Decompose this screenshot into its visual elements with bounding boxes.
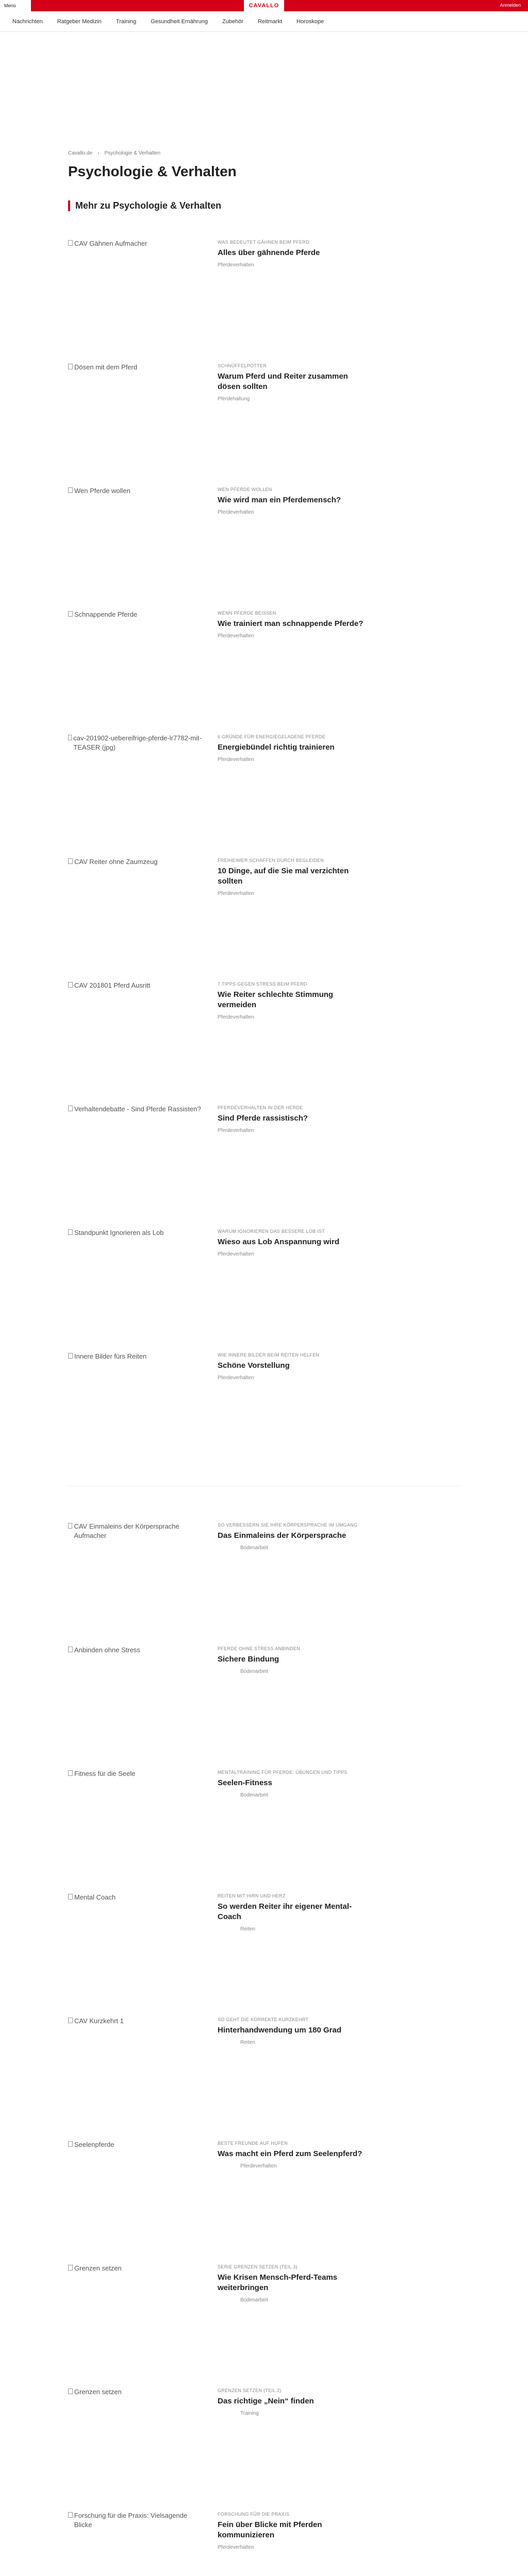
- article-kicker: WIE INNERE BILDER BEIM REITEN HELFEN: [218, 1352, 320, 1358]
- article-image[interactable]: [68, 1352, 202, 1434]
- article-headline[interactable]: Wie Reiter schlechte Stimmung vermeiden: [218, 990, 334, 1009]
- article-kicker: FREIHEIMER SCHAFFEN DURCH BEGLEIDEN: [218, 858, 324, 863]
- article-headline[interactable]: Wie wird man ein Pferdemensch?: [218, 495, 341, 504]
- article-body: [218, 239, 372, 363]
- image-alt-text: CAV Gähnen Aufmacher: [74, 240, 147, 247]
- broken-image-icon: [68, 735, 72, 740]
- article-teaser[interactable]: [68, 610, 460, 734]
- article-teaser[interactable]: [68, 981, 460, 1105]
- nav-item[interactable]: Reitmarkt: [257, 18, 282, 25]
- broken-image-icon: [68, 1353, 73, 1359]
- article-category[interactable]: Pferdeverhalten: [218, 1251, 254, 1257]
- article-image[interactable]: [68, 363, 202, 445]
- article-teaser[interactable]: [68, 2264, 460, 2387]
- article-headline[interactable]: Wie Krisen Mensch-Pferd-Teams weiterbringen: [218, 2273, 338, 2292]
- article-body: [218, 1352, 372, 1476]
- article-image[interactable]: [68, 239, 202, 321]
- article-body: [218, 610, 372, 734]
- article-body: [218, 2511, 372, 2576]
- article-kicker: WARUM IGNORIEREN DAS BESSERE LOB IST: [218, 1229, 325, 1234]
- article-headline[interactable]: Energiebündel richtig trainieren: [218, 742, 335, 752]
- article-kicker: MENTALTRAINING FÜR PFERDE: ÜBUNGEN UND TIPPS: [218, 1770, 348, 1775]
- article-headline[interactable]: So werden Reiter ihr eigener Mental-Coach: [218, 1902, 352, 1921]
- broken-image-icon: [68, 364, 73, 369]
- article-category[interactable]: Reiten: [240, 2039, 255, 2045]
- article-kicker: WEN PFERDE WOLLEN: [218, 487, 272, 492]
- article-body: [218, 734, 372, 857]
- broken-image-icon: [68, 2265, 73, 2270]
- article-headline[interactable]: Wie trainiert man schnappende Pferde?: [218, 619, 364, 628]
- broken-image-icon: [68, 2141, 73, 2147]
- breadcrumb-home[interactable]: Cavallo.de: [68, 150, 93, 156]
- article-teaser[interactable]: [68, 734, 460, 857]
- main-content: [68, 32, 460, 2576]
- article-kicker: SCHNÜFFELPOTTER: [218, 363, 267, 368]
- article-teaser[interactable]: [68, 486, 460, 610]
- article-headline[interactable]: Schöne Vorstellung: [218, 1361, 290, 1370]
- main-navigation: [0, 11, 528, 32]
- article-category[interactable]: Pferdeverhalten: [218, 1014, 254, 1021]
- article-body: [218, 2387, 372, 2511]
- article-category[interactable]: Reiten: [240, 1926, 255, 1933]
- article-teaser[interactable]: [68, 363, 460, 486]
- nav-item[interactable]: Training: [116, 18, 137, 25]
- article-body: [218, 1893, 372, 2016]
- article-category[interactable]: Bodenarbeit: [240, 2297, 268, 2303]
- article-headline[interactable]: Wieso aus Lob Anspannung wird: [218, 1237, 339, 1246]
- article-image[interactable]: [68, 1228, 202, 1311]
- menu-label: Menü: [4, 3, 16, 8]
- article-headline[interactable]: Alles über gähnende Pferde: [218, 248, 320, 257]
- article-image[interactable]: [68, 486, 202, 569]
- nav-item[interactable]: Gesundheit Ernährung: [151, 18, 208, 25]
- image-alt-text: Innere Bilder fürs Reiten: [74, 1352, 147, 1360]
- article-image[interactable]: [68, 1105, 202, 1187]
- article-kicker: FORSCHUNG FÜR DIE PRAXIS: [218, 2512, 290, 2517]
- article-category[interactable]: Pferdeverhalten: [218, 509, 254, 515]
- broken-image-icon: [68, 2512, 73, 2518]
- article-image[interactable]: [68, 2140, 202, 2223]
- article-teaser[interactable]: [68, 857, 460, 981]
- article-teaser[interactable]: [68, 239, 460, 363]
- article-body: [218, 2016, 372, 2140]
- article-image[interactable]: [68, 2264, 202, 2346]
- image-alt-text: CAV Kurzkehrt 1: [74, 2017, 124, 2025]
- broken-image-icon: [68, 611, 73, 617]
- article-body: [218, 1105, 372, 1228]
- breadcrumb: [68, 150, 460, 156]
- article-category[interactable]: Bodenarbeit: [240, 1792, 268, 1798]
- article-category[interactable]: Pferdeverhalten: [218, 1375, 254, 1381]
- page-title: Psychologie & Verhalten: [68, 163, 237, 179]
- article-headline[interactable]: Sichere Bindung: [218, 1654, 279, 1664]
- image-alt-text: Verhaltendebatte - Sind Pferde Rassisten?: [74, 1105, 201, 1113]
- article-image[interactable]: [68, 2387, 202, 2470]
- article-category[interactable]: Pferdeverhalten: [218, 756, 254, 762]
- article-category[interactable]: Pferdeverhalten: [218, 633, 254, 639]
- article-body: [218, 981, 372, 1105]
- article-list: [68, 239, 460, 2576]
- broken-image-icon: [68, 1647, 73, 1652]
- article-teaser[interactable]: [68, 1228, 460, 1352]
- article-teaser[interactable]: [68, 1352, 460, 1476]
- section-divider: [68, 1486, 460, 1522]
- broken-image-icon: [68, 858, 73, 864]
- login-link[interactable]: Anmelden: [500, 3, 521, 8]
- article-teaser[interactable]: [68, 2016, 460, 2140]
- article-headline[interactable]: Was macht ein Pferd zum Seelenpferd?: [218, 2149, 362, 2158]
- article-teaser[interactable]: [68, 2511, 460, 2576]
- article-body: [218, 1646, 372, 1769]
- article-category[interactable]: Pferdeverhalten: [240, 2163, 277, 2169]
- image-alt-text: Grenzen setzen: [74, 2388, 122, 2396]
- article-image[interactable]: [68, 734, 202, 816]
- article-category[interactable]: Bodenarbeit: [240, 1668, 268, 1674]
- article-image[interactable]: [68, 2016, 202, 2099]
- article-kicker: PFERDE OHNE STRESS ANBINDEN: [218, 1646, 301, 1651]
- image-alt-text: Seelenpferde: [74, 2141, 114, 2148]
- article-image[interactable]: [68, 1522, 202, 1604]
- nav-item[interactable]: Horoskope: [296, 18, 324, 25]
- article-headline[interactable]: Das Einmaleins der Körpersprache: [218, 1531, 346, 1540]
- article-headline[interactable]: Warum Pferd und Reiter zusammen dösen sollten: [218, 371, 348, 391]
- nav-item[interactable]: Ratgeber Medizin: [57, 18, 102, 25]
- broken-image-icon: [68, 1229, 73, 1235]
- article-kicker: SO VERBESSERN SIE IHRE KÖRPERSPRACHE IM UMGANG: [218, 1522, 358, 1528]
- article-body: [218, 1228, 372, 1352]
- site-logo[interactable]: CAVALLO: [244, 0, 285, 11]
- article-category[interactable]: Pferdeverhalten: [218, 262, 254, 268]
- article-teaser[interactable]: [68, 1105, 460, 1228]
- broken-image-icon: [68, 1106, 73, 1111]
- article-category[interactable]: Training: [240, 2410, 259, 2416]
- image-alt-text: CAV Einmaleins der Körpersprache Aufmacher: [74, 1522, 179, 1539]
- image-alt-text: Standpunkt Ignorieren als Lob: [74, 1229, 164, 1236]
- article-category[interactable]: Pferdeverhalten: [218, 2545, 254, 2551]
- article-kicker: GRENZEN SETZEN (TEIL 2): [218, 2388, 282, 2393]
- article-headline[interactable]: Das richtige „Nein“ finden: [218, 2396, 314, 2405]
- breadcrumb-current: Psychologie & Verhalten: [104, 150, 161, 156]
- menu-button[interactable]: [0, 0, 31, 11]
- article-kicker: WAS BEDEUTET GÄHNEN BEIM PFERD: [218, 240, 310, 245]
- image-alt-text: CAV 201801 Pferd Ausritt: [74, 981, 151, 989]
- image-alt-text: cav-201902-uebereifrige-pferde-lr7782-mit-TEASER (jpg): [73, 734, 202, 751]
- article-headline[interactable]: 10 Dinge, auf die Sie mal verzichten sollten: [218, 866, 349, 886]
- article-body: [218, 1769, 372, 1893]
- article-body: [218, 1522, 372, 1646]
- article-teaser[interactable]: [68, 1646, 460, 1769]
- article-headline[interactable]: Fein über Blicke mit Pferden kommunizieren: [218, 2520, 322, 2539]
- article-image[interactable]: [68, 1769, 202, 1852]
- section-title: Mehr zu Psychologie & Verhalten: [68, 200, 460, 211]
- article-category[interactable]: Pferdeverhalten: [218, 891, 254, 897]
- article-kicker: BESTE FREUNDE AUF HUFEN: [218, 2141, 288, 2146]
- article-headline[interactable]: Hinterhandwendung um 180 Grad: [218, 2025, 342, 2035]
- breadcrumb-sep: ›: [97, 150, 100, 156]
- image-alt-text: Wen Pferde wollen: [74, 487, 130, 495]
- broken-image-icon: [68, 240, 73, 246]
- article-body: [218, 2264, 372, 2387]
- article-kicker: PFERDEVERHALTEN IN DER HERDE: [218, 1105, 303, 1110]
- article-image[interactable]: [68, 610, 202, 692]
- image-alt-text: Schnappende Pferde: [74, 611, 138, 618]
- article-kicker: 6 GRÜNDE FÜR ENERGIEGELADENE PFERDE: [218, 734, 326, 739]
- article-body: [218, 486, 372, 610]
- article-image[interactable]: [68, 1646, 202, 1728]
- image-alt-text: Mental Coach: [74, 1893, 116, 1901]
- broken-image-icon: [68, 2388, 73, 2394]
- article-body: [218, 2140, 372, 2264]
- article-category[interactable]: Bodenarbeit: [240, 1545, 268, 1551]
- article-headline[interactable]: Sind Pferde rassistisch?: [218, 1113, 308, 1123]
- article-teaser[interactable]: [68, 1769, 460, 1893]
- top-bar: [0, 0, 528, 11]
- broken-image-icon: [68, 1770, 73, 1776]
- article-image[interactable]: [68, 2511, 202, 2576]
- article-teaser[interactable]: [68, 1522, 460, 1646]
- article-image[interactable]: [68, 1893, 202, 1975]
- broken-image-icon: [68, 1894, 73, 1900]
- image-alt-text: Fitness für die Seele: [74, 1770, 136, 1777]
- image-alt-text: Anbinden ohne Stress: [74, 1646, 140, 1654]
- article-body: [218, 363, 372, 486]
- broken-image-icon: [68, 982, 73, 988]
- article-body: [218, 857, 372, 981]
- article-teaser[interactable]: [68, 2140, 460, 2264]
- article-kicker: WENN PFERDE BEISSEN: [218, 611, 276, 616]
- image-alt-text: Grenzen setzen: [74, 2264, 122, 2272]
- image-alt-text: Dösen mit dem Pferd: [74, 363, 138, 371]
- article-headline[interactable]: Seelen-Fitness: [218, 1778, 272, 1787]
- article-category[interactable]: Pferdeverhalten: [218, 1127, 254, 1133]
- article-teaser[interactable]: [68, 1893, 460, 2016]
- broken-image-icon: [68, 487, 73, 493]
- image-alt-text: CAV Reiter ohne Zaumzeug: [74, 858, 158, 866]
- image-alt-text: Forschung für die Praxis: Vielsagende Blicke: [74, 2512, 188, 2529]
- article-teaser[interactable]: [68, 2387, 460, 2511]
- broken-image-icon: [68, 2018, 73, 2023]
- nav-item[interactable]: Zubehör: [222, 18, 243, 25]
- article-category[interactable]: Pferdehaltung: [218, 396, 250, 402]
- article-kicker: SO GEHT DIE KORREKTE KURZKEHRT: [218, 2017, 309, 2022]
- article-kicker: SERIE GRENZEN SETZEN (TEIL 3): [218, 2264, 298, 2269]
- article-kicker: 7 TIPPS GEGEN STRESS BEIM PFERD: [218, 981, 307, 987]
- nav-item[interactable]: Nachrichten: [12, 18, 43, 25]
- article-image[interactable]: [68, 981, 202, 1063]
- broken-image-icon: [68, 1523, 72, 1529]
- article-kicker: REITEN MIT HIRN UND HERZ: [218, 1893, 286, 1899]
- article-image[interactable]: [68, 857, 202, 940]
